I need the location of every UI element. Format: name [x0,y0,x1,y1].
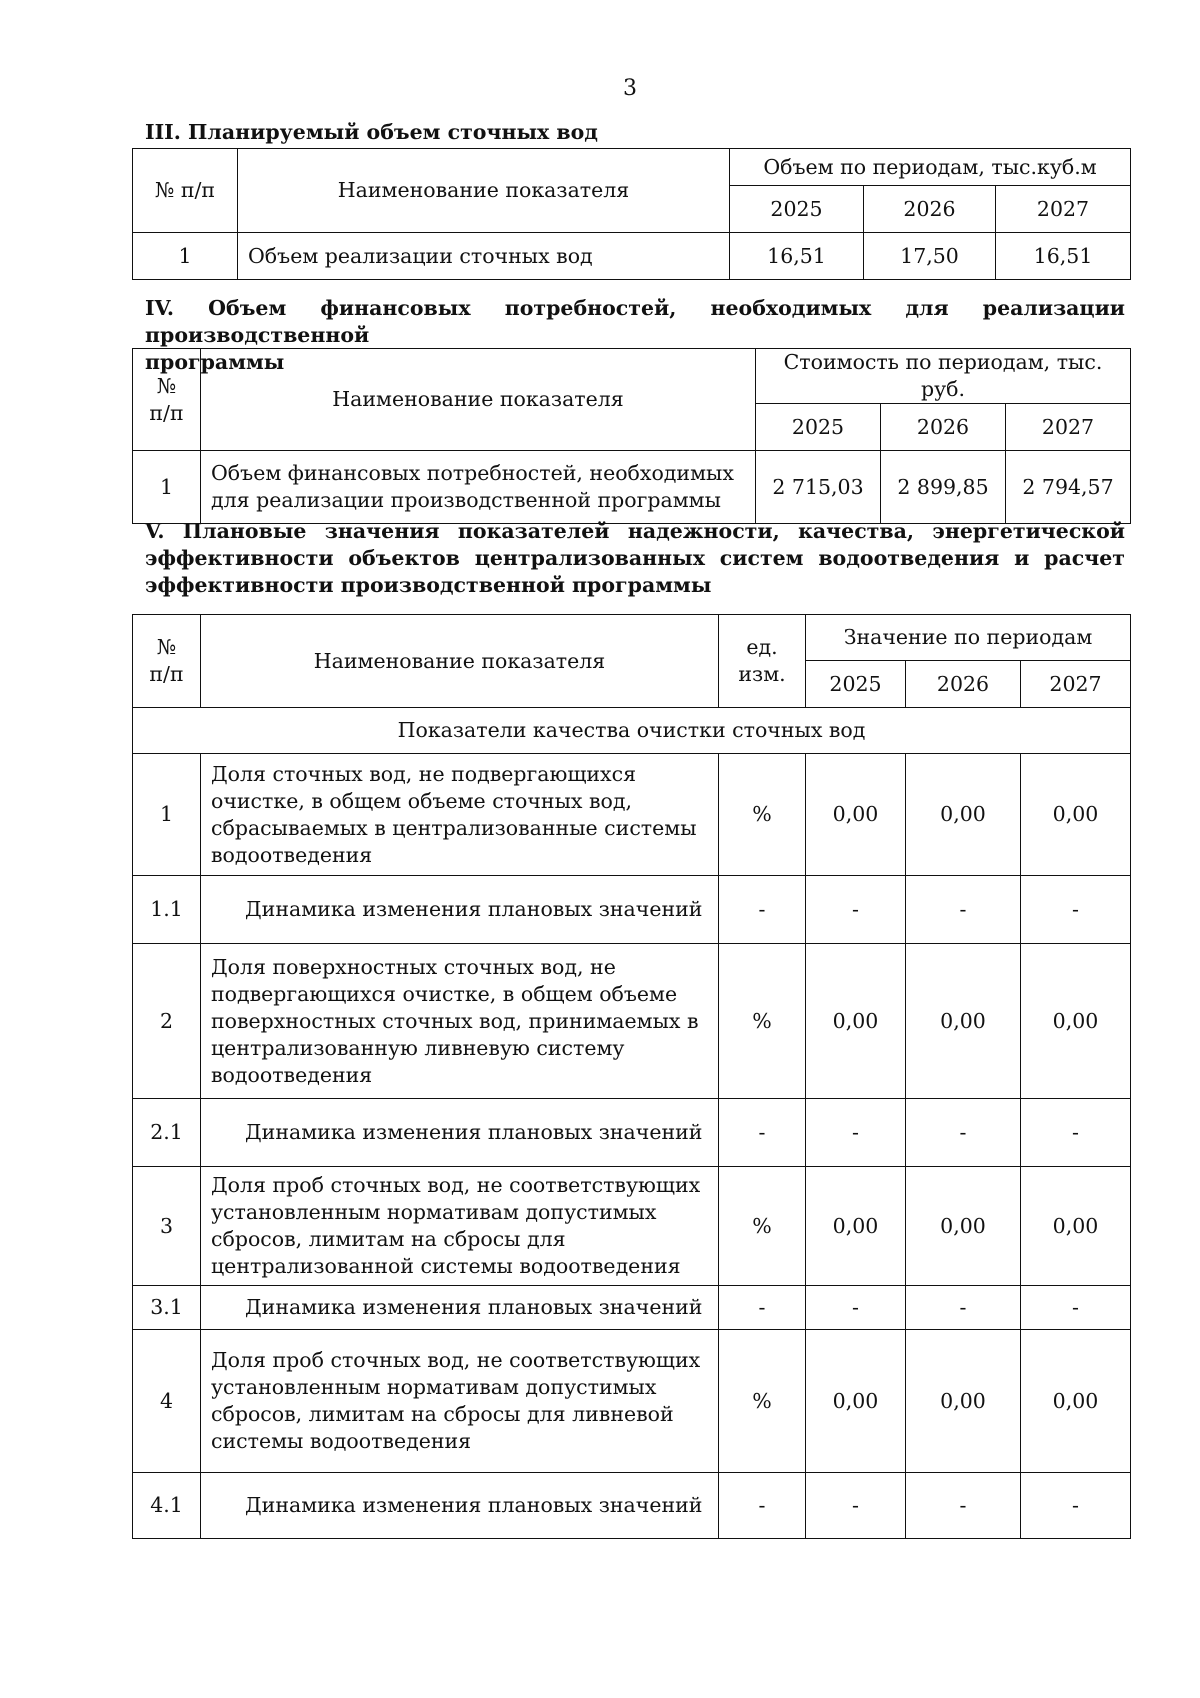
row-num: 3 [133,1167,201,1286]
row-name [201,944,719,1099]
col-header-year: 2025 [730,186,864,233]
row-unit: - [719,1286,806,1330]
row-name-line: системы водоотведения [211,1429,472,1453]
section-5-title-line: V. Плановые значения показателей надежности, качества, энергетической [145,519,1125,543]
row-num: 2.1 [133,1099,201,1167]
table-row [133,1167,1131,1286]
row-value: - [806,876,906,944]
row-value: - [806,1099,906,1167]
col-header-year: 2025 [806,661,906,708]
row-value: 0,00 [806,754,906,876]
row-name-line: Доля поверхностных сточных вод, не [211,954,616,979]
row-name-line: поверхностных сточных вод, принимаемых в [211,1008,699,1033]
table-row [133,944,1131,1099]
col-header-num: № п/п [133,149,238,233]
row-name-line: Динамика изменения плановых значений [245,1493,703,1517]
row-name [201,1330,719,1473]
row-name: Объем финансовых потребностей, необходимых для реализации производственной программы [201,451,756,524]
col-header-year: 2026 [906,661,1021,708]
row-name [201,1286,719,1330]
row-value: 2 794,57 [1006,451,1131,524]
row-value: - [806,1473,906,1539]
table-row [133,1330,1131,1473]
table-row [133,754,1131,876]
col-header-num: № п/п [133,615,201,708]
row-num: 1 [133,233,238,280]
row-num: 1.1 [133,876,201,944]
row-unit: % [719,1167,806,1286]
col-header-unit: ед. изм. [719,615,806,708]
row-value: - [906,1473,1021,1539]
table-row [133,233,1131,280]
row-name [201,1167,719,1286]
row-name [201,876,719,944]
col-header-year: 2025 [756,404,881,451]
page-number: 3 [623,76,637,101]
row-num: 2 [133,944,201,1099]
row-value: 0,00 [906,1330,1021,1473]
row-name-line: Динамика изменения плановых значений [245,1295,703,1319]
col-header-name: Наименование показателя [238,149,730,233]
col-header-year: 2026 [881,404,1006,451]
row-name-line: Динамика изменения плановых значений [245,897,703,921]
row-unit: % [719,754,806,876]
row-name [201,1099,719,1167]
row-name-line: очистке, в общем объеме сточных вод, [211,788,633,813]
row-name-line: централизованной системы водоотведения [211,1254,681,1278]
row-value: - [1021,876,1131,944]
financial-needs-table [132,348,1131,524]
row-name-line: водоотведения [211,1062,373,1087]
row-value: - [1021,1286,1131,1330]
row-value: 0,00 [906,754,1021,876]
row-name-line: сбросов, лимитам на сбросы для ливневой [211,1402,674,1426]
section-5-title-line: эффективности объектов централизованных систем водоотведения и расчет [145,546,1125,570]
row-num: 1 [133,754,201,876]
row-value: 0,00 [806,944,906,1099]
row-value: 17,50 [864,233,996,280]
row-name-line: централизованную ливневую систему [211,1035,625,1060]
row-name-line: водоотведения [211,842,373,867]
table-row [133,451,1131,524]
col-header-cost-periods: Стоимость по периодам, тыс. руб. [756,349,1131,404]
row-value: - [906,1286,1021,1330]
row-value: 0,00 [1021,754,1131,876]
col-header-name: Наименование показателя [201,349,756,451]
col-header-volume-periods: Объем по периодам, тыс.куб.м [730,149,1131,186]
row-value: 0,00 [1021,944,1131,1099]
row-value: 0,00 [906,944,1021,1099]
row-value: - [1021,1099,1131,1167]
row-unit: - [719,1099,806,1167]
table-row [133,1473,1131,1539]
col-header-num: № п/п [133,349,201,451]
row-name [201,1473,719,1539]
section-5-title [145,518,1125,599]
row-name-line: установленным нормативам допустимых [211,1375,657,1399]
col-header-value-periods: Значение по периодам [806,615,1131,661]
row-name-line: Доля сточных вод, не подвергающихся [211,761,637,786]
col-header-year: 2027 [1021,661,1131,708]
row-name-line: сбрасываемых в централизованные системы [211,815,697,840]
col-header-year: 2027 [1006,404,1131,451]
row-value: - [806,1286,906,1330]
row-name-line: Доля проб сточных вод, не соответствующих [211,1348,701,1372]
row-name-line: сбросов, лимитам на сбросы для [211,1227,566,1251]
row-num: 3.1 [133,1286,201,1330]
row-value: 0,00 [1021,1167,1131,1286]
section-4-title-line: IV. Объем финансовых потребностей, необходимых для реализации производственной [145,296,1125,347]
row-name: Объем реализации сточных вод [238,233,730,280]
row-value: 2 899,85 [881,451,1006,524]
row-unit: % [719,1330,806,1473]
col-header-name: Наименование показателя [201,615,719,708]
row-value: 16,51 [996,233,1131,280]
row-unit: - [719,876,806,944]
row-value: - [1021,1473,1131,1539]
table-row [133,876,1131,944]
row-name [201,754,719,876]
row-value: - [906,876,1021,944]
row-unit: - [719,1473,806,1539]
col-header-year: 2027 [996,186,1131,233]
row-value: 0,00 [806,1330,906,1473]
row-name-line: установленным нормативам допустимых [211,1200,657,1224]
row-name-line: подвергающихся очистке, в общем объеме [211,981,678,1006]
row-unit: % [719,944,806,1099]
col-header-year: 2026 [864,186,996,233]
row-num: 1 [133,451,201,524]
section-4-title-line: программы [145,350,285,374]
row-value: 0,00 [1021,1330,1131,1473]
row-value: 16,51 [730,233,864,280]
row-value: 0,00 [806,1167,906,1286]
sewage-volume-table [132,148,1131,280]
group-header-treatment-quality: Показатели качества очистки сточных вод [133,708,1131,754]
table-row [133,1286,1131,1330]
row-value: - [906,1099,1021,1167]
section-3-title: III. Планируемый объем сточных вод [145,120,598,144]
table-row [133,1099,1131,1167]
indicators-table [132,614,1131,1539]
row-value: 0,00 [906,1167,1021,1286]
row-value: 2 715,03 [756,451,881,524]
row-name-line: Динамика изменения плановых значений [245,1120,703,1144]
row-num: 4 [133,1330,201,1473]
row-name-line: Доля проб сточных вод, не соответствующих [211,1173,701,1197]
row-num: 4.1 [133,1473,201,1539]
section-5-title-line: эффективности производственной программы [145,573,712,597]
